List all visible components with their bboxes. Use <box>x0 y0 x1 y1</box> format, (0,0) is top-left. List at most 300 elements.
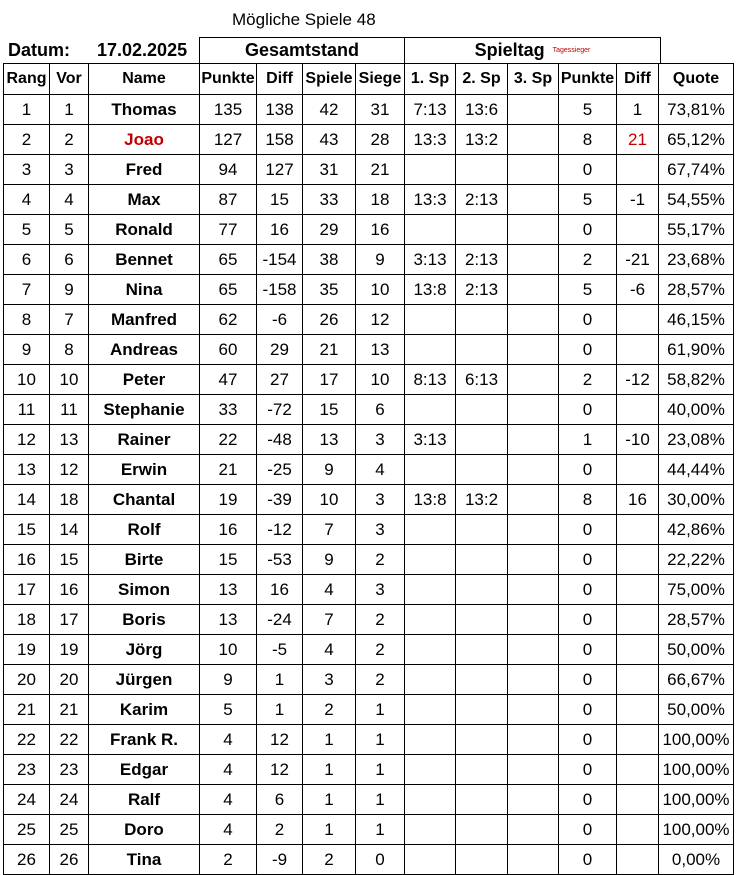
game1-cell <box>405 155 456 185</box>
day-diff-cell <box>617 515 659 545</box>
previous-rank-cell: 14 <box>50 515 89 545</box>
day-points-cell: 0 <box>559 635 617 665</box>
game1-cell <box>405 395 456 425</box>
game2-cell <box>456 455 508 485</box>
rank-cell: 1 <box>4 95 50 125</box>
table-row <box>4 695 734 725</box>
wins-cell: 16 <box>356 215 405 245</box>
wins-cell: 10 <box>356 365 405 395</box>
rank-cell: 20 <box>4 665 50 695</box>
game2-cell <box>456 215 508 245</box>
day-points-cell: 0 <box>559 815 617 845</box>
column-header: Name <box>89 64 200 95</box>
rank-cell: 15 <box>4 515 50 545</box>
previous-rank-cell: 3 <box>50 155 89 185</box>
game3-cell <box>508 125 559 155</box>
games-cell: 2 <box>303 845 356 875</box>
game1-cell: 13:3 <box>405 125 456 155</box>
quote-cell: 50,00% <box>659 695 734 725</box>
previous-rank-cell: 7 <box>50 305 89 335</box>
game2-cell <box>456 605 508 635</box>
column-header: Punkte <box>200 64 257 95</box>
game3-cell <box>508 275 559 305</box>
day-points-cell: 0 <box>559 695 617 725</box>
player-name-cell: Rainer <box>89 425 200 455</box>
wins-cell: 31 <box>356 95 405 125</box>
table-row <box>4 95 734 125</box>
games-cell: 7 <box>303 515 356 545</box>
quote-cell: 67,74% <box>659 155 734 185</box>
matchday-label: Spieltag <box>474 40 545 60</box>
quote-cell: 100,00% <box>659 755 734 785</box>
diff-cell: 1 <box>257 695 303 725</box>
game3-cell <box>508 425 559 455</box>
previous-rank-cell: 12 <box>50 455 89 485</box>
game1-cell <box>405 515 456 545</box>
table-row <box>4 665 734 695</box>
wins-cell: 1 <box>356 725 405 755</box>
points-cell: 4 <box>200 725 257 755</box>
game1-cell <box>405 545 456 575</box>
player-name-cell: Doro <box>89 815 200 845</box>
column-header: Quote <box>659 64 734 95</box>
previous-rank-cell: 6 <box>50 245 89 275</box>
column-header: Diff <box>257 64 303 95</box>
game2-cell <box>456 785 508 815</box>
player-name-cell: Fred <box>89 155 200 185</box>
rank-cell: 12 <box>4 425 50 455</box>
game3-cell <box>508 605 559 635</box>
day-diff-cell: 16 <box>617 485 659 515</box>
wins-cell: 0 <box>356 845 405 875</box>
points-cell: 127 <box>200 125 257 155</box>
diff-cell: 1 <box>257 665 303 695</box>
player-name-cell: Ronald <box>89 215 200 245</box>
day-diff-cell <box>617 455 659 485</box>
column-header: Rang <box>4 64 50 95</box>
quote-cell: 66,67% <box>659 665 734 695</box>
game1-cell <box>405 845 456 875</box>
game3-cell <box>508 155 559 185</box>
matchday-header <box>404 37 661 63</box>
day-diff-cell: -12 <box>617 365 659 395</box>
table-row <box>4 365 734 395</box>
previous-rank-cell: 24 <box>50 785 89 815</box>
wins-cell: 10 <box>356 275 405 305</box>
rank-cell: 10 <box>4 365 50 395</box>
day-points-cell: 0 <box>559 575 617 605</box>
rank-cell: 8 <box>4 305 50 335</box>
day-points-cell: 8 <box>559 125 617 155</box>
header-row <box>4 64 734 95</box>
quote-cell: 65,12% <box>659 125 734 155</box>
game1-cell: 13:3 <box>405 185 456 215</box>
game2-cell: 2:13 <box>456 185 508 215</box>
day-diff-cell <box>617 575 659 605</box>
game1-cell <box>405 605 456 635</box>
diff-cell: 6 <box>257 785 303 815</box>
day-points-cell: 0 <box>559 335 617 365</box>
date-label: Datum: <box>8 40 70 60</box>
day-points-cell: 8 <box>559 485 617 515</box>
game2-cell <box>456 725 508 755</box>
quote-cell: 23,68% <box>659 245 734 275</box>
rank-cell: 6 <box>4 245 50 275</box>
game3-cell <box>508 665 559 695</box>
wins-cell: 2 <box>356 635 405 665</box>
game3-cell <box>508 635 559 665</box>
points-cell: 94 <box>200 155 257 185</box>
previous-rank-cell: 18 <box>50 485 89 515</box>
quote-cell: 22,22% <box>659 545 734 575</box>
quote-cell: 40,00% <box>659 395 734 425</box>
points-cell: 135 <box>200 95 257 125</box>
player-name-cell: Tina <box>89 845 200 875</box>
column-header: Diff <box>617 64 659 95</box>
game3-cell <box>508 845 559 875</box>
day-diff-cell <box>617 815 659 845</box>
game3-cell <box>508 785 559 815</box>
date-value: 17.02.2025 <box>97 40 188 60</box>
game1-cell: 3:13 <box>405 245 456 275</box>
games-cell: 17 <box>303 365 356 395</box>
game1-cell <box>405 785 456 815</box>
previous-rank-cell: 4 <box>50 185 89 215</box>
table-row <box>4 335 734 365</box>
player-name-cell: Rolf <box>89 515 200 545</box>
games-cell: 1 <box>303 755 356 785</box>
quote-cell: 100,00% <box>659 785 734 815</box>
previous-rank-cell: 2 <box>50 125 89 155</box>
games-cell: 1 <box>303 815 356 845</box>
table-row <box>4 605 734 635</box>
rank-cell: 14 <box>4 485 50 515</box>
game1-cell: 3:13 <box>405 425 456 455</box>
day-points-cell: 0 <box>559 605 617 635</box>
quote-cell: 100,00% <box>659 815 734 845</box>
diff-cell: 15 <box>257 185 303 215</box>
games-cell: 1 <box>303 725 356 755</box>
wins-cell: 12 <box>356 305 405 335</box>
game3-cell <box>508 755 559 785</box>
points-cell: 13 <box>200 575 257 605</box>
game1-cell: 7:13 <box>405 95 456 125</box>
column-header: Spiele <box>303 64 356 95</box>
player-name-cell: Jürgen <box>89 665 200 695</box>
table-row <box>4 125 734 155</box>
games-cell: 38 <box>303 245 356 275</box>
game1-cell <box>405 815 456 845</box>
game3-cell <box>508 815 559 845</box>
wins-cell: 6 <box>356 395 405 425</box>
game2-cell: 13:2 <box>456 125 508 155</box>
diff-cell: -72 <box>257 395 303 425</box>
player-name-cell: Ralf <box>89 785 200 815</box>
player-name-cell: Andreas <box>89 335 200 365</box>
previous-rank-cell: 22 <box>50 725 89 755</box>
rank-cell: 13 <box>4 455 50 485</box>
wins-cell: 18 <box>356 185 405 215</box>
player-name-cell: Peter <box>89 365 200 395</box>
points-cell: 22 <box>200 425 257 455</box>
column-header: 1. Sp <box>405 64 456 95</box>
wins-cell: 1 <box>356 695 405 725</box>
previous-rank-cell: 13 <box>50 425 89 455</box>
previous-rank-cell: 8 <box>50 335 89 365</box>
player-name-cell: Jörg <box>89 635 200 665</box>
rank-cell: 18 <box>4 605 50 635</box>
diff-cell: 138 <box>257 95 303 125</box>
points-cell: 2 <box>200 845 257 875</box>
previous-rank-cell: 5 <box>50 215 89 245</box>
table-row <box>4 245 734 275</box>
game3-cell <box>508 575 559 605</box>
player-name-cell: Bennet <box>89 245 200 275</box>
previous-rank-cell: 20 <box>50 665 89 695</box>
game3-cell <box>508 515 559 545</box>
wins-cell: 4 <box>356 455 405 485</box>
day-diff-cell <box>617 725 659 755</box>
quote-cell: 44,44% <box>659 455 734 485</box>
quote-cell: 42,86% <box>659 515 734 545</box>
game2-cell <box>456 635 508 665</box>
diff-cell: -154 <box>257 245 303 275</box>
wins-cell: 3 <box>356 485 405 515</box>
diff-cell: 29 <box>257 335 303 365</box>
day-diff-cell <box>617 635 659 665</box>
game1-cell: 8:13 <box>405 365 456 395</box>
quote-cell: 61,90% <box>659 335 734 365</box>
games-cell: 10 <box>303 485 356 515</box>
day-diff-cell <box>617 605 659 635</box>
possible-games-title: Mögliche Spiele 48 <box>232 10 376 29</box>
games-cell: 43 <box>303 125 356 155</box>
wins-cell: 3 <box>356 575 405 605</box>
game3-cell <box>508 545 559 575</box>
diff-cell: -9 <box>257 845 303 875</box>
game2-cell <box>456 155 508 185</box>
day-diff-cell: 21 <box>617 125 659 155</box>
day-diff-cell <box>617 545 659 575</box>
games-cell: 1 <box>303 785 356 815</box>
day-points-cell: 2 <box>559 245 617 275</box>
wins-cell: 1 <box>356 785 405 815</box>
diff-cell: -6 <box>257 305 303 335</box>
rank-cell: 26 <box>4 845 50 875</box>
column-header: 2. Sp <box>456 64 508 95</box>
game2-cell <box>456 335 508 365</box>
diff-cell: -39 <box>257 485 303 515</box>
points-cell: 4 <box>200 785 257 815</box>
day-points-cell: 0 <box>559 665 617 695</box>
day-diff-cell: -6 <box>617 275 659 305</box>
games-cell: 13 <box>303 425 356 455</box>
quote-cell: 100,00% <box>659 725 734 755</box>
points-cell: 33 <box>200 395 257 425</box>
game1-cell <box>405 635 456 665</box>
wins-cell: 1 <box>356 755 405 785</box>
game1-cell <box>405 455 456 485</box>
day-points-cell: 0 <box>559 845 617 875</box>
rank-cell: 17 <box>4 575 50 605</box>
quote-cell: 73,81% <box>659 95 734 125</box>
games-cell: 3 <box>303 665 356 695</box>
diff-cell: -48 <box>257 425 303 455</box>
diff-cell: -5 <box>257 635 303 665</box>
game1-cell: 13:8 <box>405 275 456 305</box>
previous-rank-cell: 19 <box>50 635 89 665</box>
diff-cell: -158 <box>257 275 303 305</box>
rank-cell: 23 <box>4 755 50 785</box>
day-points-cell: 5 <box>559 185 617 215</box>
table-row <box>4 635 734 665</box>
quote-cell: 0,00% <box>659 845 734 875</box>
game1-cell <box>405 215 456 245</box>
day-points-cell: 2 <box>559 365 617 395</box>
game3-cell <box>508 185 559 215</box>
wins-cell: 3 <box>356 515 405 545</box>
day-points-cell: 0 <box>559 545 617 575</box>
column-header: Siege <box>356 64 405 95</box>
points-cell: 62 <box>200 305 257 335</box>
rank-cell: 4 <box>4 185 50 215</box>
quote-cell: 75,00% <box>659 575 734 605</box>
player-name-cell: Max <box>89 185 200 215</box>
game2-cell: 13:6 <box>456 95 508 125</box>
day-diff-cell: -10 <box>617 425 659 455</box>
game3-cell <box>508 245 559 275</box>
rank-cell: 9 <box>4 335 50 365</box>
quote-cell: 28,57% <box>659 605 734 635</box>
day-points-cell: 0 <box>559 725 617 755</box>
previous-rank-cell: 23 <box>50 755 89 785</box>
table-row <box>4 455 734 485</box>
day-diff-cell: -1 <box>617 185 659 215</box>
diff-cell: -53 <box>257 545 303 575</box>
wins-cell: 2 <box>356 665 405 695</box>
games-cell: 9 <box>303 455 356 485</box>
games-cell: 35 <box>303 275 356 305</box>
day-points-cell: 0 <box>559 155 617 185</box>
previous-rank-cell: 15 <box>50 545 89 575</box>
game2-cell <box>456 695 508 725</box>
table-row <box>4 845 734 875</box>
points-cell: 4 <box>200 755 257 785</box>
points-cell: 65 <box>200 245 257 275</box>
table-row <box>4 575 734 605</box>
game3-cell <box>508 95 559 125</box>
day-points-cell: 0 <box>559 395 617 425</box>
table-row <box>4 545 734 575</box>
day-points-cell: 5 <box>559 275 617 305</box>
game1-cell <box>405 665 456 695</box>
diff-cell: 12 <box>257 755 303 785</box>
quote-cell: 46,15% <box>659 305 734 335</box>
player-name-cell: Frank R. <box>89 725 200 755</box>
table-row <box>4 815 734 845</box>
day-diff-cell <box>617 755 659 785</box>
player-name-cell: Erwin <box>89 455 200 485</box>
wins-cell: 1 <box>356 815 405 845</box>
points-cell: 16 <box>200 515 257 545</box>
points-cell: 10 <box>200 635 257 665</box>
points-cell: 19 <box>200 485 257 515</box>
wins-cell: 21 <box>356 155 405 185</box>
previous-rank-cell: 17 <box>50 605 89 635</box>
games-cell: 33 <box>303 185 356 215</box>
day-points-cell: 0 <box>559 455 617 485</box>
game3-cell <box>508 395 559 425</box>
game3-cell <box>508 725 559 755</box>
column-header: Vor <box>50 64 89 95</box>
table-row <box>4 395 734 425</box>
table-row <box>4 755 734 785</box>
game3-cell <box>508 335 559 365</box>
game1-cell: 13:8 <box>405 485 456 515</box>
player-name-cell: Nina <box>89 275 200 305</box>
games-cell: 15 <box>303 395 356 425</box>
day-points-cell: 0 <box>559 215 617 245</box>
game3-cell <box>508 695 559 725</box>
previous-rank-cell: 10 <box>50 365 89 395</box>
player-name-cell: Stephanie <box>89 395 200 425</box>
table-row <box>4 155 734 185</box>
game2-cell: 13:2 <box>456 485 508 515</box>
diff-cell: -25 <box>257 455 303 485</box>
games-cell: 7 <box>303 605 356 635</box>
day-points-cell: 0 <box>559 515 617 545</box>
player-name-cell: Joao <box>89 125 200 155</box>
points-cell: 77 <box>200 215 257 245</box>
game2-cell <box>456 305 508 335</box>
quote-cell: 30,00% <box>659 485 734 515</box>
diff-cell: -24 <box>257 605 303 635</box>
table-row <box>4 785 734 815</box>
previous-rank-cell: 1 <box>50 95 89 125</box>
quote-cell: 54,55% <box>659 185 734 215</box>
games-cell: 29 <box>303 215 356 245</box>
rank-cell: 25 <box>4 815 50 845</box>
wins-cell: 13 <box>356 335 405 365</box>
diff-cell: 27 <box>257 365 303 395</box>
game2-cell <box>456 395 508 425</box>
game2-cell: 2:13 <box>456 245 508 275</box>
table-row <box>4 425 734 455</box>
points-cell: 9 <box>200 665 257 695</box>
diff-cell: 127 <box>257 155 303 185</box>
game1-cell <box>405 725 456 755</box>
rank-cell: 11 <box>4 395 50 425</box>
player-name-cell: Manfred <box>89 305 200 335</box>
game2-cell <box>456 755 508 785</box>
day-diff-cell <box>617 155 659 185</box>
points-cell: 21 <box>200 455 257 485</box>
games-cell: 9 <box>303 545 356 575</box>
rank-cell: 3 <box>4 155 50 185</box>
wins-cell: 2 <box>356 605 405 635</box>
table-row <box>4 305 734 335</box>
diff-cell: -12 <box>257 515 303 545</box>
player-name-cell: Chantal <box>89 485 200 515</box>
day-diff-cell <box>617 215 659 245</box>
player-name-cell: Edgar <box>89 755 200 785</box>
game1-cell <box>405 305 456 335</box>
day-diff-cell <box>617 395 659 425</box>
rank-cell: 5 <box>4 215 50 245</box>
rank-cell: 24 <box>4 785 50 815</box>
game2-cell <box>456 515 508 545</box>
game3-cell <box>508 215 559 245</box>
